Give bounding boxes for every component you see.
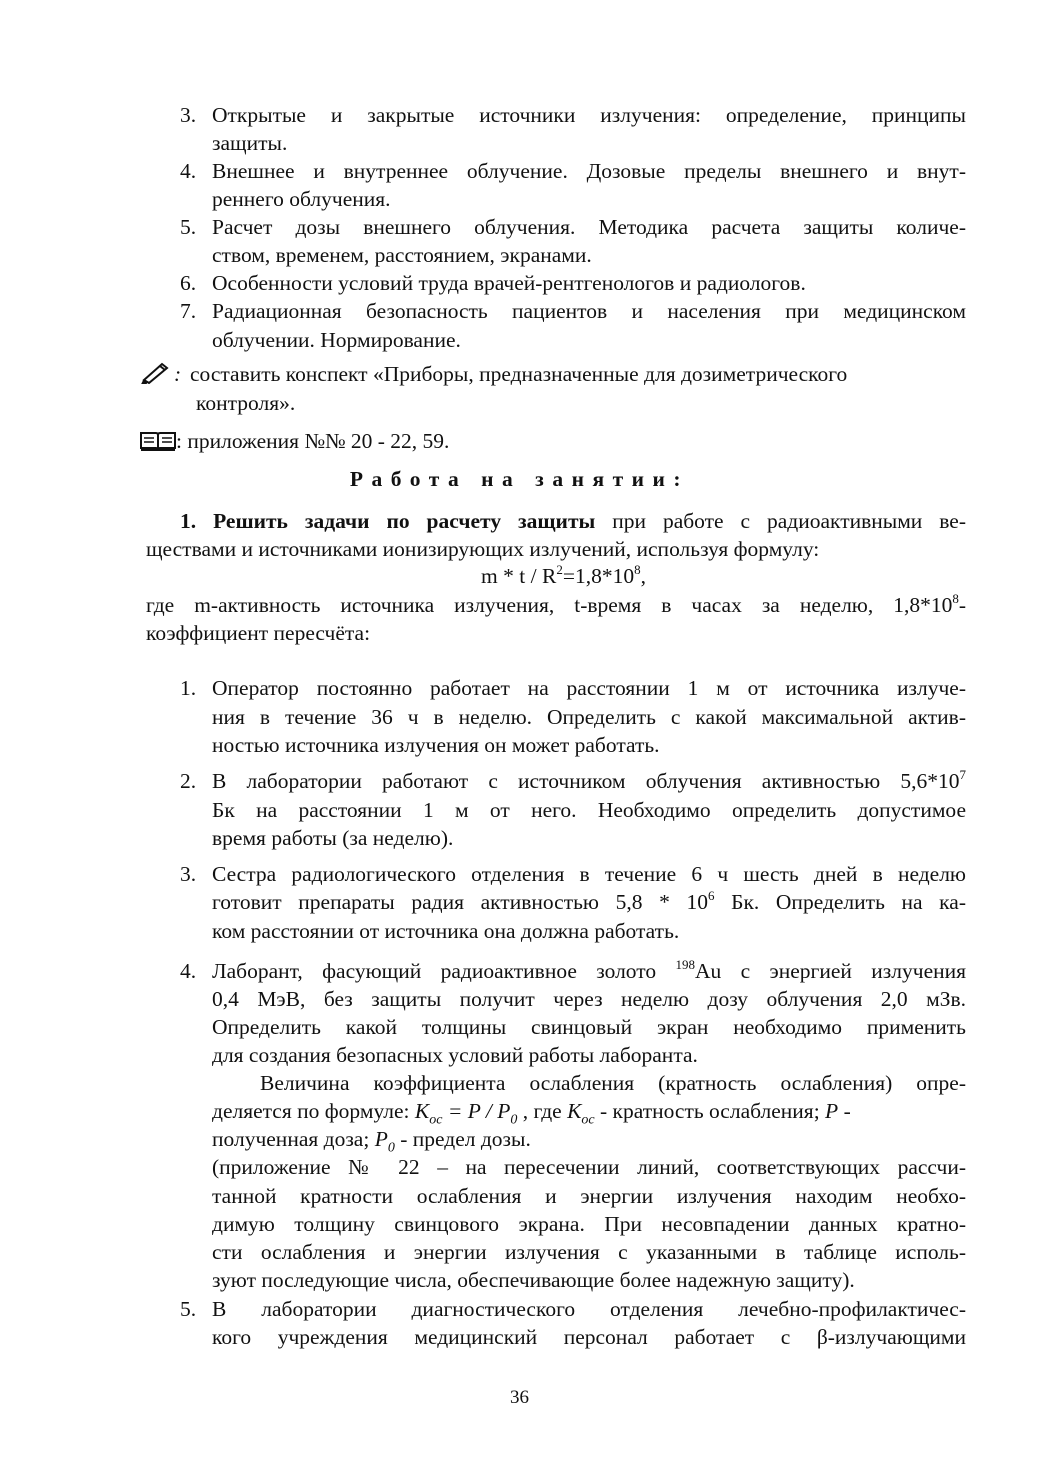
problem-text: Лаборант, фасующий радиоактивное золото <box>212 959 676 983</box>
problem-line <box>212 768 966 794</box>
where-text: - <box>958 593 966 617</box>
problem-line: время работы (за неделю). <box>212 826 454 850</box>
coef-symbol: P <box>467 1099 481 1123</box>
formula-sup: 8 <box>634 562 641 577</box>
page-number: 36 <box>510 1387 529 1408</box>
problem-line: ния в течение 36 ч в неделю. Определить с какой максимальной актив- <box>212 705 966 729</box>
problem-line: ком расстоянии от источника она должна работать. <box>212 919 680 943</box>
list-number: 4. <box>180 159 197 183</box>
formula-part: =1,8*10 <box>562 564 635 588</box>
list-item-line: Внешнее и внутреннее облучение. Дозовые пределы внешнего и внут- <box>212 159 966 183</box>
problem-line: Бк на расстоянии 1 м от него. Необходимо определить допустимое <box>212 798 966 822</box>
intro-line: ществами и источниками ионизирующих излучений, используя формулу: <box>146 537 820 561</box>
problem-line: ностью источника излучения он может работать. <box>212 733 660 757</box>
section-title: Работа на занятии: <box>349 467 690 491</box>
problem-line: Определить какой толщины свинцовый экран необходимо применить <box>212 1015 966 1039</box>
problem-line: Оператор постоянно работает на расстоянии 1 м от источника излуче- <box>212 676 966 700</box>
list-item-line: Открытые и закрытые источники излучения: определение, принципы <box>212 103 966 127</box>
problem-number: 5. <box>180 1297 197 1321</box>
coef-text: деляется по формуле: <box>212 1099 415 1123</box>
problem-text: готовит препараты радия активностью 5,8 * 10 <box>212 890 708 914</box>
coef-subscript: 0 <box>387 1140 395 1156</box>
list-item-line: облучении. Нормирование. <box>212 328 461 352</box>
coef-text: - кратность ослабления; <box>594 1099 826 1123</box>
formula-part: m * t / R <box>481 564 557 588</box>
coef-symbol: P <box>825 1099 839 1123</box>
coef-symbol: K <box>414 1099 430 1123</box>
book-icon <box>139 430 177 458</box>
list-number: 7. <box>180 299 197 323</box>
problem-line: для создания безопасных условий работы лаборанта. <box>212 1043 698 1067</box>
problem-sup: 198 <box>675 957 695 972</box>
problem-text: Au с энергией излучения <box>695 959 967 983</box>
note-line: зуют последующие числа, обеспечивающие более надежную защиту). <box>212 1268 855 1292</box>
problem-sup: 6 <box>707 888 715 903</box>
problem-line: кого учреждения медицинский персонал работает с β-излучающими <box>212 1325 966 1349</box>
problem-line: 0,4 МэВ, без защиты получит через неделю дозу облучения 2,0 мЗв. <box>212 987 966 1011</box>
formula <box>0 563 1039 589</box>
list-item-line: ством, временем, расстоянием, экранами. <box>212 243 592 267</box>
note-line: (приложение № 22 – на пересечении линий, соответствующих рассчи- <box>212 1155 966 1179</box>
task-colon: : <box>174 362 182 386</box>
problem-text: В лаборатории работают с источником облучения активностью 5,6*10 <box>212 769 960 793</box>
problem-sup: 7 <box>959 767 966 782</box>
intro-bold: 1. Решить задачи по расчету защиты <box>180 509 596 533</box>
formula-part: , <box>640 564 646 588</box>
list-number: 3. <box>180 103 197 127</box>
list-number: 5. <box>180 215 197 239</box>
where-text: где m-активность источника излучения, t-время в часах за неделю, 1,8*10 <box>146 593 953 617</box>
intro-line <box>180 508 966 534</box>
coef-subscript: ос <box>581 1112 595 1128</box>
list-item-line: реннего облучения. <box>212 187 391 211</box>
problem-line <box>212 889 966 915</box>
coef-text: - предел дозы. <box>394 1127 531 1151</box>
list-item-line: Расчет дозы внешнего облучения. Методика расчета защиты количе- <box>212 215 966 239</box>
list-number: 6. <box>180 271 197 295</box>
intro-rest: при работе с радиоактивными ве- <box>595 509 966 533</box>
task-line: контроля». <box>196 391 296 415</box>
pencil-icon <box>140 360 174 390</box>
problem-number: 1. <box>180 676 197 700</box>
note-line: сти ослабления и энергии излучения с указанными в таблице исполь- <box>212 1240 966 1264</box>
coef-text: - <box>838 1099 851 1123</box>
note-line: танной кратности ослабления и энергии излучения находим необхо- <box>212 1184 966 1208</box>
list-item-line: защиты. <box>212 131 288 155</box>
problem-text: Бк. Определить на ка- <box>714 890 966 914</box>
coef-line: Величина коэффициента ослабления (кратность ослабления) опре- <box>260 1071 966 1095</box>
where-line <box>146 592 966 618</box>
problem-line <box>212 958 966 984</box>
list-item-line: Радиационная безопасность пациентов и населения при медицинском <box>212 299 966 323</box>
list-item-line: Особенности условий труда врачей-рентгенологов и радиологов. <box>212 271 806 295</box>
problem-line: В лаборатории диагностического отделения лечебно-профилактичес- <box>212 1297 966 1321</box>
problem-number: 4. <box>180 959 197 983</box>
coef-text: полученная доза; <box>212 1127 375 1151</box>
where-sup: 8 <box>952 591 959 606</box>
where-line: коэффициент пересчёта: <box>146 621 371 645</box>
formula-sup: 2 <box>556 562 563 577</box>
reading-text: : приложения №№ 20 - 22, 59. <box>176 429 450 453</box>
coef-symbol: = <box>442 1099 468 1123</box>
problem-line: Сестра радиологического отделения в течение 6 ч шесть дней в неделю <box>212 862 966 886</box>
note-line: димую толщину свинцового экрана. При несовпадении данных кратно- <box>212 1212 966 1236</box>
task-line: составить конспект «Приборы, предназначенные для дозиметрического <box>190 362 848 386</box>
coef-symbol: / <box>480 1099 498 1123</box>
problem-number: 2. <box>180 769 197 793</box>
problem-number: 3. <box>180 862 197 886</box>
coef-symbol: P <box>497 1099 511 1123</box>
coef-text: , где <box>517 1099 568 1123</box>
coef-symbol: P <box>374 1127 388 1151</box>
coef-subscript: 0 <box>510 1112 518 1128</box>
coef-symbol: K <box>567 1099 582 1123</box>
coef-subscript: ос <box>429 1112 443 1128</box>
